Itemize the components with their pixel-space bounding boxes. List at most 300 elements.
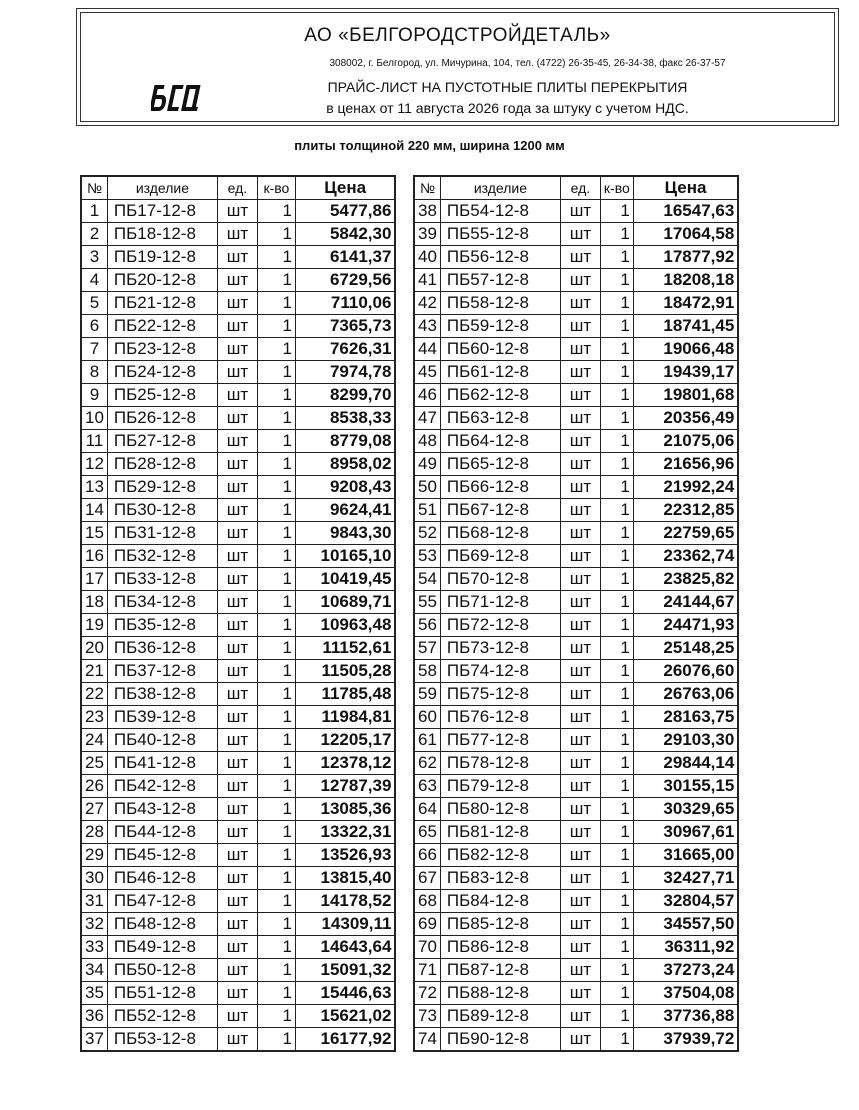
cell-price: 37736,88 — [633, 1005, 738, 1028]
cell-qty: 1 — [257, 775, 295, 798]
cell-no: 49 — [414, 453, 440, 476]
table-row — [81, 729, 395, 752]
cell-qty: 1 — [600, 384, 633, 407]
cell-unit: шт — [217, 706, 257, 729]
cell-no: 1 — [81, 200, 107, 223]
cell-no: 8 — [81, 361, 107, 384]
cell-no: 18 — [81, 591, 107, 614]
cell-qty: 1 — [257, 568, 295, 591]
cell-item: ПБ22-12-8 — [107, 315, 217, 338]
cell-unit: шт — [217, 867, 257, 890]
cell-price: 16547,63 — [633, 200, 738, 223]
cell-no: 11 — [81, 430, 107, 453]
cell-no: 61 — [414, 729, 440, 752]
cell-item: ПБ53-12-8 — [107, 1028, 217, 1052]
cell-price: 15446,63 — [295, 982, 395, 1005]
cell-no: 41 — [414, 269, 440, 292]
cell-price: 13526,93 — [295, 844, 395, 867]
price-table-right — [413, 175, 739, 1052]
cell-item: ПБ87-12-8 — [440, 959, 560, 982]
col-header-price: Цена — [633, 176, 738, 200]
cell-price: 10419,45 — [295, 568, 395, 591]
cell-qty: 1 — [600, 246, 633, 269]
cell-qty: 1 — [257, 338, 295, 361]
cell-qty: 1 — [600, 568, 633, 591]
cell-price: 11505,28 — [295, 660, 395, 683]
cell-item: ПБ83-12-8 — [440, 867, 560, 890]
cell-unit: шт — [560, 936, 600, 959]
cell-qty: 1 — [600, 798, 633, 821]
cell-qty: 1 — [257, 913, 295, 936]
cell-price: 17877,92 — [633, 246, 738, 269]
cell-unit: шт — [217, 959, 257, 982]
cell-item: ПБ39-12-8 — [107, 706, 217, 729]
cell-price: 30329,65 — [633, 798, 738, 821]
cell-unit: шт — [560, 867, 600, 890]
cell-unit: шт — [560, 913, 600, 936]
cell-price: 12205,17 — [295, 729, 395, 752]
cell-qty: 1 — [257, 844, 295, 867]
table-row — [81, 568, 395, 591]
table-row — [81, 706, 395, 729]
cell-no: 14 — [81, 499, 107, 522]
cell-no: 46 — [414, 384, 440, 407]
table-row — [414, 890, 738, 913]
table-row — [414, 1005, 738, 1028]
cell-unit: шт — [560, 545, 600, 568]
cell-price: 10165,10 — [295, 545, 395, 568]
cell-qty: 1 — [600, 269, 633, 292]
cell-no: 62 — [414, 752, 440, 775]
cell-qty: 1 — [257, 867, 295, 890]
cell-price: 29103,30 — [633, 729, 738, 752]
cell-price: 18741,45 — [633, 315, 738, 338]
cell-qty: 1 — [257, 591, 295, 614]
cell-unit: шт — [217, 246, 257, 269]
cell-unit: шт — [560, 499, 600, 522]
cell-unit: шт — [560, 683, 600, 706]
cell-item: ПБ84-12-8 — [440, 890, 560, 913]
cell-unit: шт — [217, 338, 257, 361]
cell-no: 45 — [414, 361, 440, 384]
cell-price: 13815,40 — [295, 867, 395, 890]
cell-no: 60 — [414, 706, 440, 729]
cell-qty: 1 — [600, 200, 633, 223]
table-row — [81, 200, 395, 223]
cell-qty: 1 — [600, 890, 633, 913]
cell-no: 24 — [81, 729, 107, 752]
col-header-no: № — [81, 176, 107, 200]
cell-qty: 1 — [257, 200, 295, 223]
cell-unit: шт — [217, 522, 257, 545]
cell-price: 37504,08 — [633, 982, 738, 1005]
table-row — [414, 568, 738, 591]
cell-unit: шт — [217, 913, 257, 936]
cell-item: ПБ73-12-8 — [440, 637, 560, 660]
cell-price: 13085,36 — [295, 798, 395, 821]
cell-price: 7110,06 — [295, 292, 395, 315]
cell-qty: 1 — [257, 752, 295, 775]
cell-price: 26763,06 — [633, 683, 738, 706]
cell-unit: шт — [217, 292, 257, 315]
table-row — [81, 821, 395, 844]
col-header-item: изделие — [107, 176, 217, 200]
cell-item: ПБ36-12-8 — [107, 637, 217, 660]
cell-qty: 1 — [257, 545, 295, 568]
cell-price: 9208,43 — [295, 476, 395, 499]
cell-no: 26 — [81, 775, 107, 798]
cell-qty: 1 — [600, 729, 633, 752]
cell-no: 10 — [81, 407, 107, 430]
table-row — [414, 867, 738, 890]
cell-no: 72 — [414, 982, 440, 1005]
cell-price: 32804,57 — [633, 890, 738, 913]
cell-qty: 1 — [257, 430, 295, 453]
cell-item: ПБ71-12-8 — [440, 591, 560, 614]
cell-item: ПБ78-12-8 — [440, 752, 560, 775]
cell-item: ПБ69-12-8 — [440, 545, 560, 568]
table-row — [414, 407, 738, 430]
cell-no: 34 — [81, 959, 107, 982]
cell-item: ПБ88-12-8 — [440, 982, 560, 1005]
cell-unit: шт — [217, 361, 257, 384]
cell-item: ПБ70-12-8 — [440, 568, 560, 591]
cell-unit: шт — [560, 430, 600, 453]
table-row — [414, 821, 738, 844]
cell-qty: 1 — [600, 223, 633, 246]
cell-unit: шт — [560, 798, 600, 821]
cell-unit: шт — [560, 407, 600, 430]
table-row — [414, 200, 738, 223]
cell-qty: 1 — [600, 752, 633, 775]
cell-item: ПБ86-12-8 — [440, 936, 560, 959]
cell-item: ПБ64-12-8 — [440, 430, 560, 453]
cell-unit: шт — [217, 223, 257, 246]
table-row — [81, 499, 395, 522]
cell-price: 37273,24 — [633, 959, 738, 982]
cell-item: ПБ77-12-8 — [440, 729, 560, 752]
cell-unit: шт — [560, 706, 600, 729]
cell-price: 25148,25 — [633, 637, 738, 660]
cell-no: 59 — [414, 683, 440, 706]
table-row — [414, 545, 738, 568]
cell-unit: шт — [560, 384, 600, 407]
table-header-row — [414, 176, 738, 200]
cell-qty: 1 — [600, 407, 633, 430]
cell-no: 52 — [414, 522, 440, 545]
table-row — [81, 844, 395, 867]
cell-qty: 1 — [257, 683, 295, 706]
cell-unit: шт — [560, 246, 600, 269]
cell-price: 34557,50 — [633, 913, 738, 936]
cell-item: ПБ48-12-8 — [107, 913, 217, 936]
cell-qty: 1 — [600, 982, 633, 1005]
cell-item: ПБ55-12-8 — [440, 223, 560, 246]
cell-item: ПБ81-12-8 — [440, 821, 560, 844]
table-row — [414, 1028, 738, 1052]
cell-unit: шт — [560, 959, 600, 982]
cell-unit: шт — [217, 844, 257, 867]
cell-unit: шт — [217, 936, 257, 959]
cell-qty: 1 — [600, 499, 633, 522]
cell-item: ПБ31-12-8 — [107, 522, 217, 545]
table-row — [81, 1028, 395, 1052]
cell-qty: 1 — [257, 453, 295, 476]
cell-qty: 1 — [257, 269, 295, 292]
table-row — [81, 890, 395, 913]
cell-qty: 1 — [257, 614, 295, 637]
cell-price: 26076,60 — [633, 660, 738, 683]
table-row — [81, 522, 395, 545]
table-row — [414, 315, 738, 338]
cell-price: 8538,33 — [295, 407, 395, 430]
cell-no: 42 — [414, 292, 440, 315]
col-header-unit: ед. — [560, 176, 600, 200]
cell-unit: шт — [560, 982, 600, 1005]
cell-unit: шт — [560, 844, 600, 867]
cell-unit: шт — [560, 890, 600, 913]
cell-no: 23 — [81, 706, 107, 729]
cell-unit: шт — [560, 821, 600, 844]
table-row — [414, 936, 738, 959]
table-row — [414, 591, 738, 614]
table-row — [81, 384, 395, 407]
cell-item: ПБ33-12-8 — [107, 568, 217, 591]
table-row — [414, 959, 738, 982]
cell-item: ПБ56-12-8 — [440, 246, 560, 269]
cell-item: ПБ54-12-8 — [440, 200, 560, 223]
cell-qty: 1 — [257, 499, 295, 522]
cell-price: 18208,18 — [633, 269, 738, 292]
cell-item: ПБ38-12-8 — [107, 683, 217, 706]
company-name: АО «БЕЛГОРОДСТРОЙДЕТАЛЬ» — [304, 25, 611, 46]
cell-qty: 1 — [600, 476, 633, 499]
cell-no: 39 — [414, 223, 440, 246]
cell-qty: 1 — [600, 775, 633, 798]
cell-item: ПБ17-12-8 — [107, 200, 217, 223]
cell-no: 2 — [81, 223, 107, 246]
cell-unit: шт — [217, 476, 257, 499]
cell-item: ПБ28-12-8 — [107, 453, 217, 476]
cell-no: 70 — [414, 936, 440, 959]
cell-no: 47 — [414, 407, 440, 430]
cell-no: 21 — [81, 660, 107, 683]
table-row — [81, 361, 395, 384]
cell-item: ПБ52-12-8 — [107, 1005, 217, 1028]
cell-price: 30967,61 — [633, 821, 738, 844]
cell-item: ПБ58-12-8 — [440, 292, 560, 315]
cell-price: 9843,30 — [295, 522, 395, 545]
cell-qty: 1 — [600, 614, 633, 637]
cell-qty: 1 — [600, 430, 633, 453]
cell-no: 6 — [81, 315, 107, 338]
cell-item: ПБ20-12-8 — [107, 269, 217, 292]
cell-qty: 1 — [600, 453, 633, 476]
cell-price: 23362,74 — [633, 545, 738, 568]
cell-price: 5477,86 — [295, 200, 395, 223]
cell-no: 40 — [414, 246, 440, 269]
cell-no: 66 — [414, 844, 440, 867]
cell-unit: шт — [217, 568, 257, 591]
table-row — [414, 430, 738, 453]
cell-item: ПБ29-12-8 — [107, 476, 217, 499]
cell-unit: шт — [560, 1005, 600, 1028]
cell-qty: 1 — [257, 959, 295, 982]
cell-price: 12378,12 — [295, 752, 395, 775]
table-row — [81, 614, 395, 637]
table-row — [81, 453, 395, 476]
cell-price: 17064,58 — [633, 223, 738, 246]
cell-item: ПБ63-12-8 — [440, 407, 560, 430]
cell-price: 10689,71 — [295, 591, 395, 614]
cell-no: 71 — [414, 959, 440, 982]
price-list-date: в ценах от 11 августа 2026 года за штуку с учетом НДС. — [326, 100, 689, 116]
cell-price: 11785,48 — [295, 683, 395, 706]
cell-price: 8299,70 — [295, 384, 395, 407]
col-header-item: изделие — [440, 176, 560, 200]
table-row — [81, 407, 395, 430]
table-row — [414, 338, 738, 361]
cell-unit: шт — [560, 637, 600, 660]
cell-qty: 1 — [257, 982, 295, 1005]
cell-price: 24471,93 — [633, 614, 738, 637]
table-subtitle: плиты толщиной 220 мм, ширина 1200 мм — [294, 138, 565, 153]
table-row — [81, 292, 395, 315]
cell-qty: 1 — [600, 315, 633, 338]
cell-price: 15621,02 — [295, 1005, 395, 1028]
cell-no: 63 — [414, 775, 440, 798]
table-row — [414, 913, 738, 936]
table-row — [414, 752, 738, 775]
table-row — [414, 683, 738, 706]
cell-item: ПБ18-12-8 — [107, 223, 217, 246]
cell-no: 50 — [414, 476, 440, 499]
cell-item: ПБ76-12-8 — [440, 706, 560, 729]
cell-qty: 1 — [600, 522, 633, 545]
cell-item: ПБ42-12-8 — [107, 775, 217, 798]
cell-unit: шт — [560, 614, 600, 637]
cell-no: 74 — [414, 1028, 440, 1052]
cell-price: 14643,64 — [295, 936, 395, 959]
table-row — [81, 476, 395, 499]
cell-item: ПБ60-12-8 — [440, 338, 560, 361]
table-row — [81, 752, 395, 775]
cell-price: 24144,67 — [633, 591, 738, 614]
cell-price: 11152,61 — [295, 637, 395, 660]
col-header-qty: к-во — [257, 176, 295, 200]
cell-item: ПБ50-12-8 — [107, 959, 217, 982]
table-row — [414, 522, 738, 545]
cell-no: 68 — [414, 890, 440, 913]
cell-qty: 1 — [600, 706, 633, 729]
table-row — [414, 223, 738, 246]
cell-no: 9 — [81, 384, 107, 407]
cell-qty: 1 — [600, 936, 633, 959]
table-row — [81, 683, 395, 706]
cell-item: ПБ47-12-8 — [107, 890, 217, 913]
cell-price: 30155,15 — [633, 775, 738, 798]
cell-item: ПБ25-12-8 — [107, 384, 217, 407]
cell-no: 16 — [81, 545, 107, 568]
cell-no: 51 — [414, 499, 440, 522]
table-row — [414, 614, 738, 637]
cell-item: ПБ62-12-8 — [440, 384, 560, 407]
cell-qty: 1 — [257, 407, 295, 430]
table-row — [414, 499, 738, 522]
cell-item: ПБ19-12-8 — [107, 246, 217, 269]
table-row — [81, 660, 395, 683]
cell-no: 4 — [81, 269, 107, 292]
cell-unit: шт — [560, 522, 600, 545]
cell-price: 19066,48 — [633, 338, 738, 361]
cell-price: 7365,73 — [295, 315, 395, 338]
table-row — [81, 775, 395, 798]
table-row — [81, 430, 395, 453]
cell-no: 29 — [81, 844, 107, 867]
cell-unit: шт — [560, 591, 600, 614]
cell-price: 7626,31 — [295, 338, 395, 361]
cell-no: 33 — [81, 936, 107, 959]
cell-item: ПБ67-12-8 — [440, 499, 560, 522]
cell-qty: 1 — [257, 798, 295, 821]
cell-no: 73 — [414, 1005, 440, 1028]
cell-price: 9624,41 — [295, 499, 395, 522]
table-row — [414, 798, 738, 821]
cell-item: ПБ41-12-8 — [107, 752, 217, 775]
cell-price: 11984,81 — [295, 706, 395, 729]
table-row — [81, 913, 395, 936]
cell-qty: 1 — [257, 223, 295, 246]
cell-qty: 1 — [257, 522, 295, 545]
cell-no: 5 — [81, 292, 107, 315]
cell-unit: шт — [217, 660, 257, 683]
header-box — [80, 12, 835, 122]
cell-qty: 1 — [600, 821, 633, 844]
cell-no: 28 — [81, 821, 107, 844]
cell-qty: 1 — [257, 729, 295, 752]
cell-no: 57 — [414, 637, 440, 660]
table-row — [81, 338, 395, 361]
cell-qty: 1 — [257, 1028, 295, 1052]
cell-unit: шт — [217, 545, 257, 568]
table-row — [414, 246, 738, 269]
table-row — [414, 982, 738, 1005]
cell-item: ПБ72-12-8 — [440, 614, 560, 637]
cell-unit: шт — [560, 453, 600, 476]
cell-item: ПБ30-12-8 — [107, 499, 217, 522]
cell-qty: 1 — [600, 959, 633, 982]
cell-no: 43 — [414, 315, 440, 338]
cell-item: ПБ46-12-8 — [107, 867, 217, 890]
col-header-no: № — [414, 176, 440, 200]
cell-qty: 1 — [600, 913, 633, 936]
cell-unit: шт — [217, 637, 257, 660]
cell-unit: шт — [217, 683, 257, 706]
cell-unit: шт — [217, 821, 257, 844]
cell-price: 8958,02 — [295, 453, 395, 476]
cell-item: ПБ68-12-8 — [440, 522, 560, 545]
cell-price: 15091,32 — [295, 959, 395, 982]
cell-unit: шт — [560, 338, 600, 361]
cell-no: 15 — [81, 522, 107, 545]
cell-unit: шт — [217, 430, 257, 453]
cell-item: ПБ32-12-8 — [107, 545, 217, 568]
cell-no: 7 — [81, 338, 107, 361]
cell-price: 16177,92 — [295, 1028, 395, 1052]
cell-item: ПБ37-12-8 — [107, 660, 217, 683]
cell-no: 17 — [81, 568, 107, 591]
cell-unit: шт — [217, 384, 257, 407]
